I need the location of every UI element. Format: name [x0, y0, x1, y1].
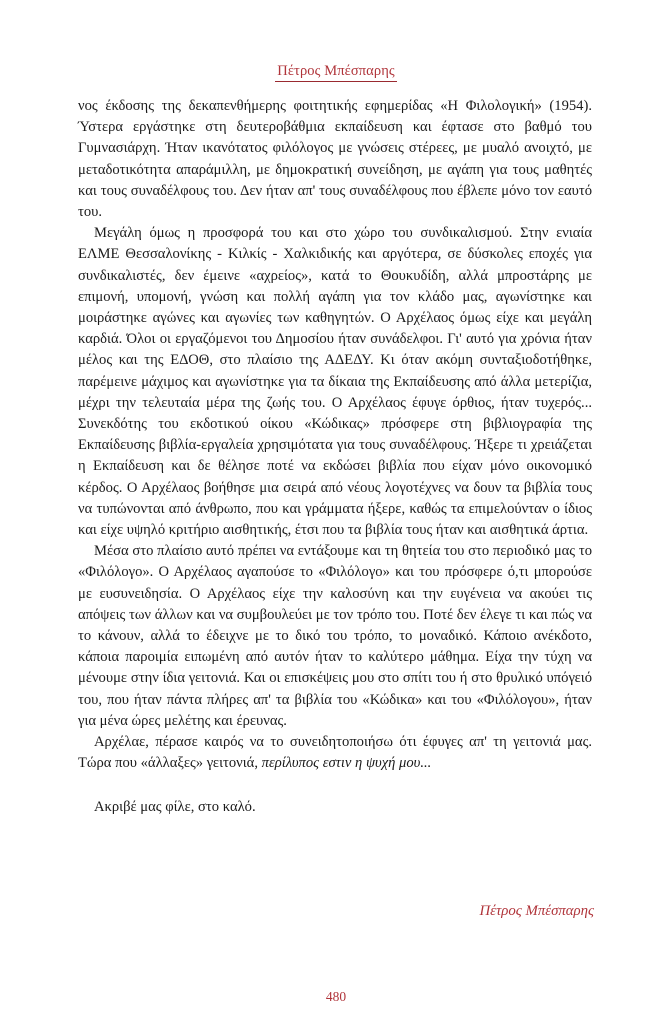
author-signature: Πέτρος Μπέσπαρης — [479, 903, 594, 919]
page-number: 480 — [325, 989, 347, 1004]
article-body — [78, 96, 592, 818]
closing-line: Ακριβέ μας φίλε, στο καλό. — [94, 798, 256, 815]
running-header-title: Πέτρος Μπέσπαρης — [275, 63, 396, 82]
farewell-text: Αρχέλαε, πέρασε καιρός να το συνειδητοποιήσω ότι έφυγες απ' τη γειτονιά μας. Τώρα που «άλλαξες» γειτονιά, — [78, 734, 592, 772]
paragraph-gap — [78, 775, 592, 797]
paragraph-philologos: Μέσα στο πλαίσιο αυτό πρέπει να εντάξουμε και τη θητεία του στο περιοδικό μας το «Φιλόλογο». Ο Αρχέλαος αγαπούσε το «Φιλόλογο» και του πρόσφερε ό,τι μπορούσε με ευσυνειδησία. Ο Αρχέλαος είχε την καλοσύνη και την ευγένεια να ακούει τις απόψεις των άλλων και να συμβουλεύει με τον τρόπο του. Ποτέ δεν έλεγε τι και πώς να το κάνουν, αλλά το έδειχνε με το δικό του τρόπο, το μοναδικό. Κάποιο ανέκδοτο, κάποια παροιμία ειπωμένη από αυτόν ήταν το καλύτερο μάθημα. Είχα την τύχη να μένουμε στην ίδια γειτονιά. Και οι επισκέψεις μου στο σπίτι του ή στο θρυλικό υπόγειό του, που ήταν πάντα πλήρες απ' τα βιβλία του «Κώδικα» και του «Φιλόλογου», ήταν για μένα ώρες μελέτης και έρευνας. — [78, 543, 592, 729]
paragraph-union: Μεγάλη όμως η προσφορά του και στο χώρο του συνδικαλισμού. Στην ενιαία ΕΛΜΕ Θεσσαλονίκης - Κιλκίς - Χαλκιδικής και αργότερα, σε δύσκολες εποχές για συνδικαλιστές, δεν έμεινε «αχρείος», κατά το Θουκυδίδη, αλλά μπροστάρης με επιμονή, υπομονή, γνώση και πολλή αγάπη για τον κλάδο μας, αγωνίστηκε και μοιράστηκε αγώνες και αγωνίες των καθηγητών. Ο Αρχέλαος όμως είχε και μεγάλη καρδιά. Όλοι οι εργαζόμενοι του Δημοσίου ήταν συνάδελφοι. Γι' αυτό για χρόνια ήταν μέλος και της ΕΔΟΘ, στο πλαίσιο της ΑΔΕΔΥ. Κι όταν ακόμη συνταξιοδοτήθηκε, παρέμεινε μάχιμος και αγωνίστηκε για τα δίκαια της Εκπαίδευσης από άλλα μετερίζια, μέχρι την τελευταία μέρα της ζωής του. Ο Αρχέλαος έφυγε όρθιος, ήταν τυχερός... Συνεκδότης του εκδοτικού οίκου «Κώδικας» πρόσφερε στη βιβλιογραφία της Εκπαίδευσης βιβλία-εργαλεία χρησιμότατα για τους συναδέλφους. Ήξερε τι χρειάζεται η Εκπαίδευση και δε θέλησε ποτέ να εκδώσει βιβλία που είχαν μόνο οικονομικό κέρδος. Ο Αρχέλαος βοήθησε μια σειρά από νέους λογοτέχνες να δουν τα βιβλία τους να τυπώνονται από άνθρωπο, που και γράμματα ήξερε, καθώς τα επιμελούνταν ο ίδιος και είχε υψηλό κριτήριο αισθητικής, έτσι που τα βιβλία τους ήταν και αισθητικά άρτια. — [78, 225, 592, 539]
running-header — [0, 62, 672, 82]
farewell-quote: περίλυπος εστιν η ψυχή μου... — [261, 755, 432, 772]
paragraph-farewell — [78, 732, 592, 774]
paragraph-continued: νος έκδοσης της δεκαπενθήμερης φοιτητικής εφημερίδας «Η Φιλολογική» (1954). Ύστερα εργάστηκε στη δευτεροβάθμια εκπαίδευση και έφτασε στο βαθμό του Γυμνασιάρχη. Ήταν ικανότατος φιλόλογος με γνώσεις στέρεες, με μυαλό ανοιχτό, με μεταδοτικότητα απαράμιλλη, με δημοκρατική συνείδηση, με αγάπη για τους μαθητές και τους συναδέλφους του. Δεν ήταν απ' τους συναδέλφους που έβλεπε μόνο τον εαυτό του. — [78, 98, 592, 221]
